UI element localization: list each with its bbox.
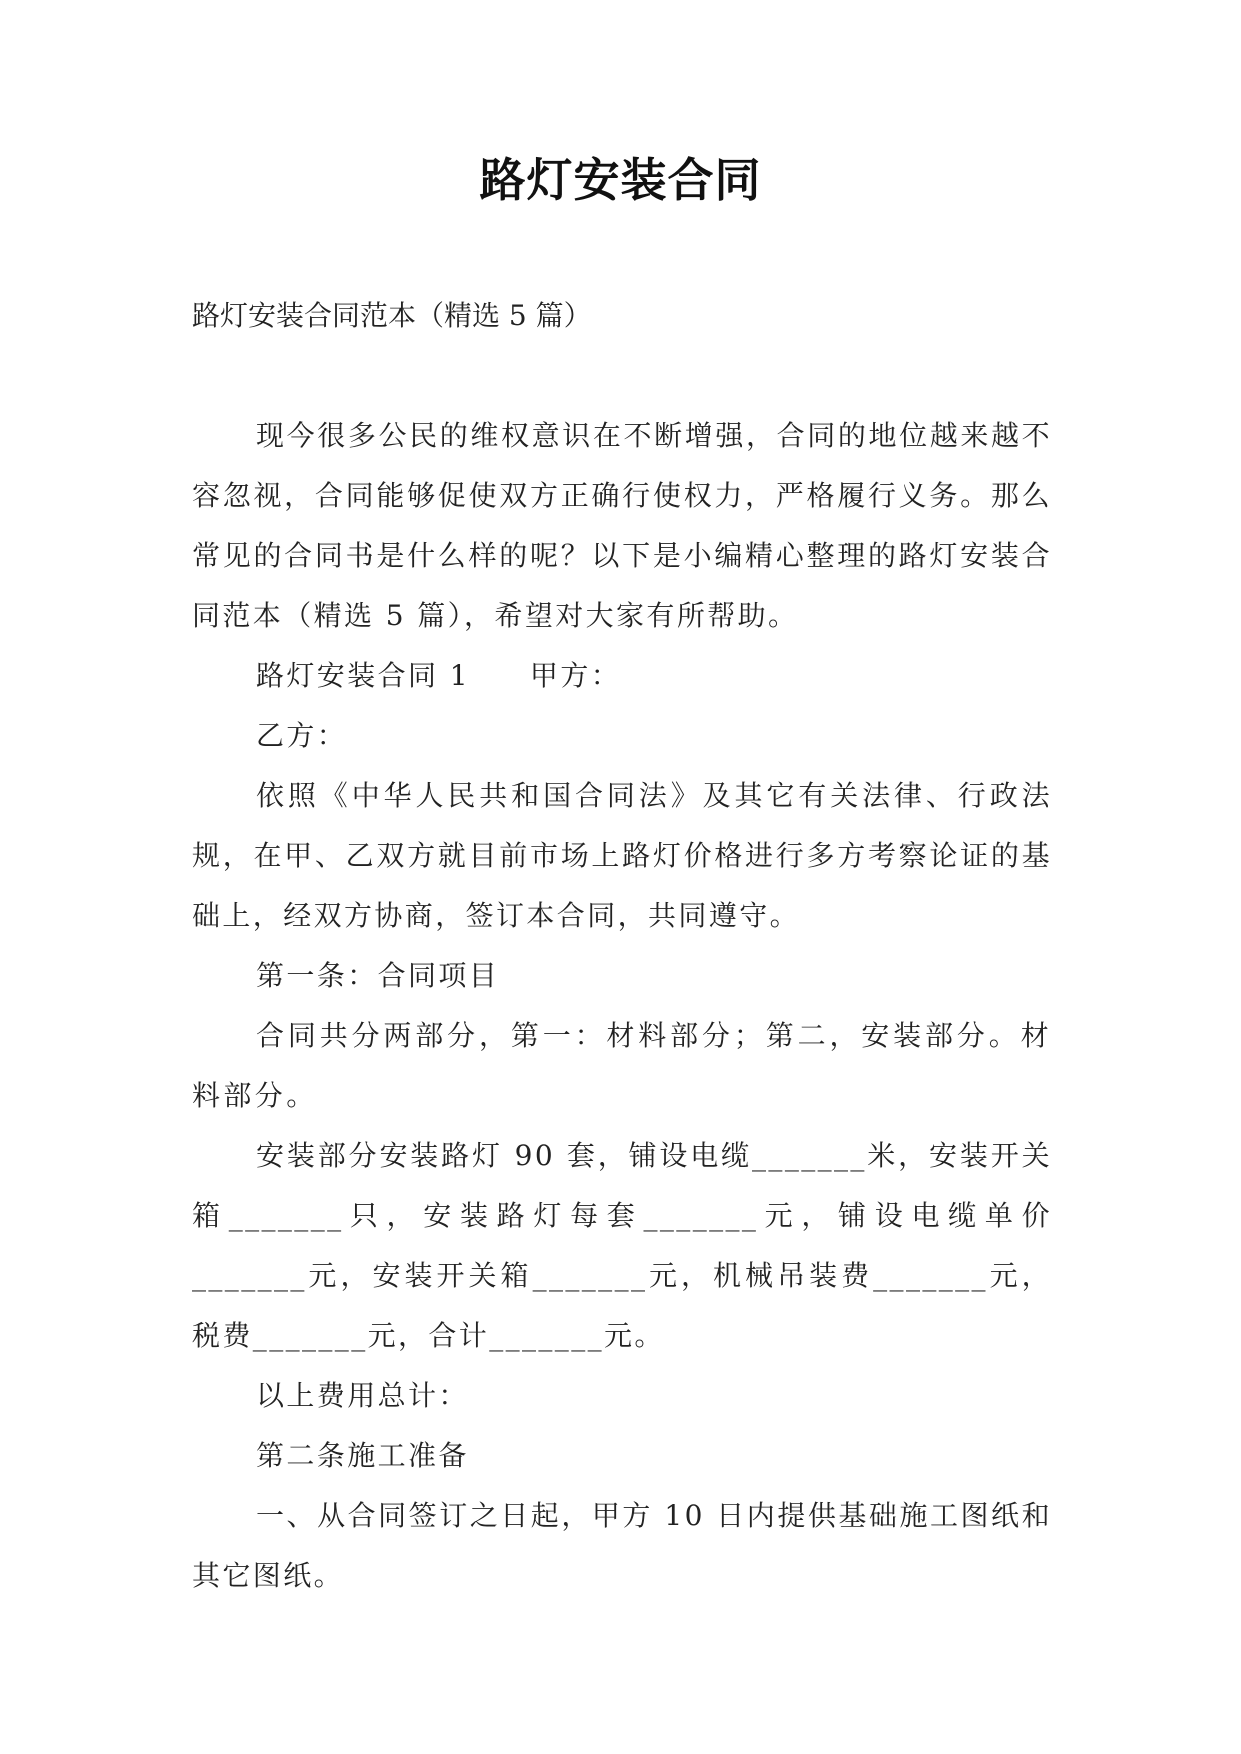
article-one-heading: 第一条：合同项目 — [256, 959, 500, 992]
party-b-label: 乙方： — [256, 719, 348, 752]
contract-heading-line — [192, 646, 1052, 706]
contract-heading: 路灯安装合同 1 — [256, 659, 470, 692]
total-cost-line: 以上费用总计： — [256, 1379, 469, 1412]
party-a-label: 甲方： — [529, 659, 622, 692]
document-title: 路灯安装合同 — [479, 153, 762, 207]
installation-details-paragraph: 安装部分安装路灯 90 套，铺设电缆_______米，安装开关箱_______只，安装路灯每套_______元，铺设电缆单价_______元，安装开关箱_______元，机械吊装费_______元，税费_______元，合计_______元。 — [192, 1139, 1052, 1352]
document-subtitle: 路灯安装合同范本（精选 5 篇） — [192, 299, 592, 332]
document-body — [192, 406, 1052, 1606]
article-two-heading: 第二条施工准备 — [256, 1439, 469, 1472]
drawings-provision-paragraph: 一、从合同签订之日起，甲方 10 日内提供基础施工图纸和其它图纸。 — [192, 1499, 1052, 1592]
intro-paragraph: 现今很多公民的维权意识在不断增强，合同的地位越来越不容忽视，合同能够促使双方正确行使权力，严格履行义务。那么常见的合同书是什么样的呢？以下是小编精心整理的路灯安装合同范本（精选 5 篇），希望对大家有所帮助。 — [192, 419, 1052, 632]
contract-parts-paragraph: 合同共分两部分，第一：材料部分；第二，安装部分。材料部分。 — [192, 1019, 1052, 1112]
legal-basis-paragraph: 依照《中华人民共和国合同法》及其它有关法律、行政法规，在甲、乙双方就目前市场上路灯价格进行多方考察论证的基础上，经双方协商，签订本合同，共同遵守。 — [192, 779, 1052, 932]
